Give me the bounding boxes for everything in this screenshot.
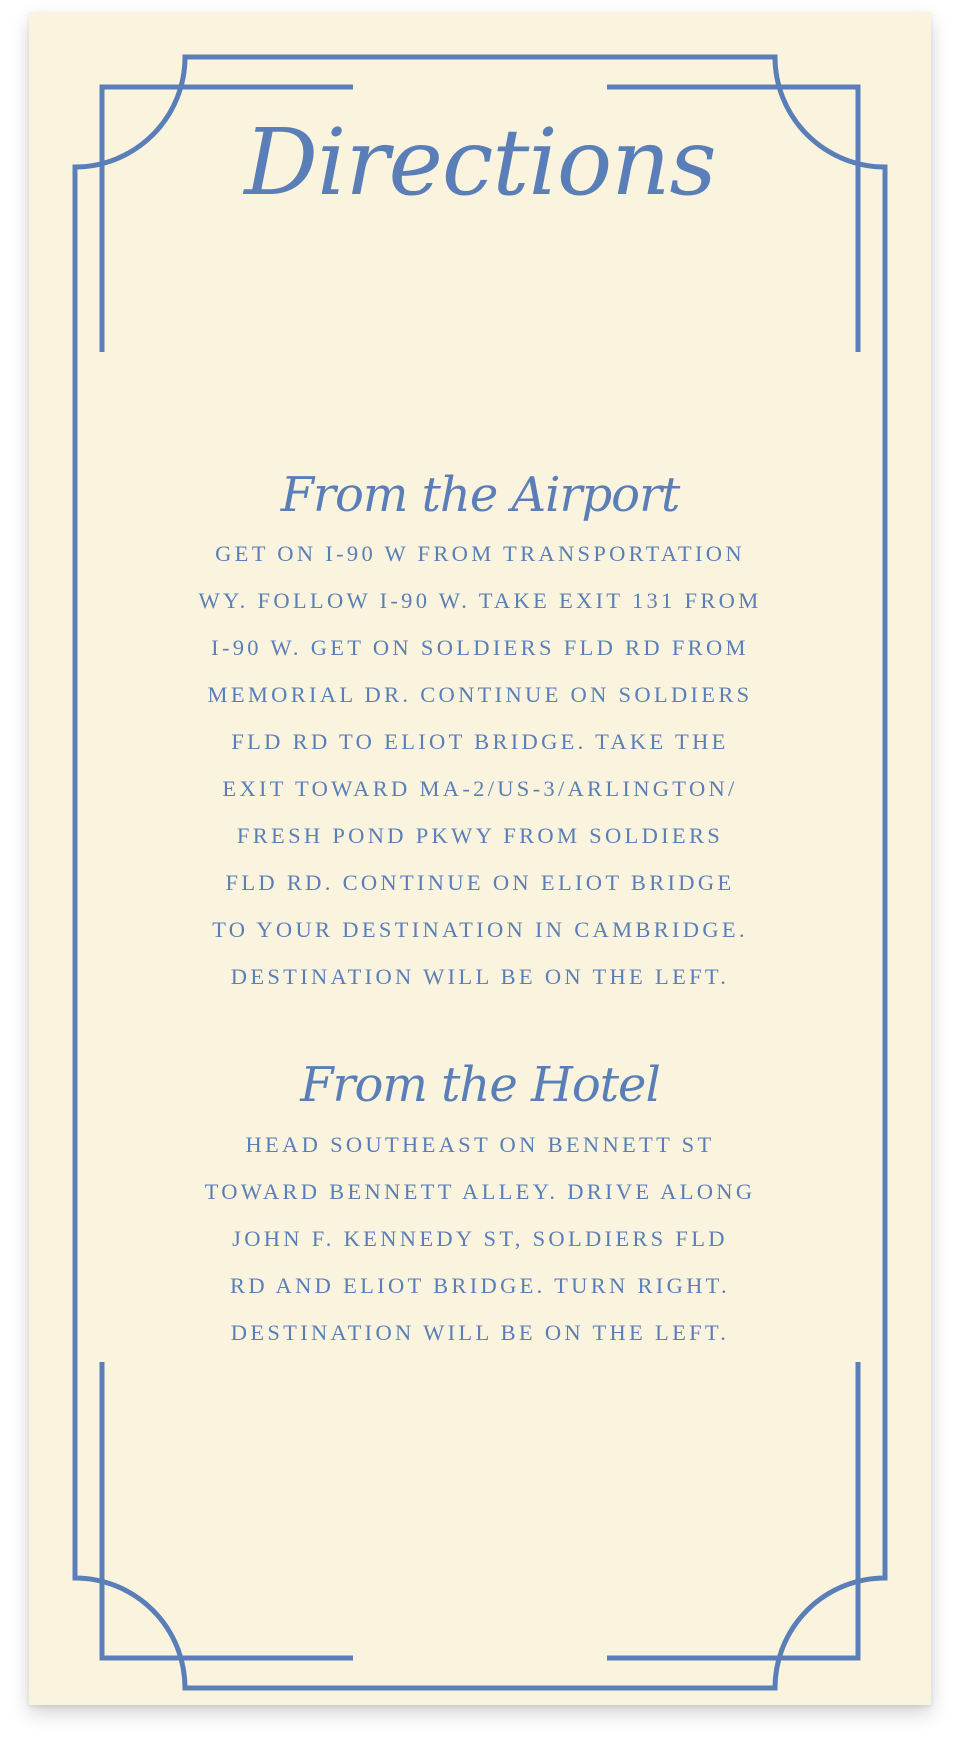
- section-heading-hotel: From the Hotel: [300, 1057, 660, 1113]
- text-line: FLD RD TO ELIOT BRIDGE. TAKE THE: [231, 729, 729, 754]
- text-line: DESTINATION WILL BE ON THE LEFT.: [230, 1320, 730, 1345]
- directions-airport-text: [120, 530, 840, 1000]
- section-heading-airport: From the Airport: [280, 467, 680, 523]
- text-line: FRESH POND PKWY FROM SOLDIERS: [236, 823, 724, 848]
- card-title: Directions: [244, 109, 716, 216]
- text-line: EXIT TOWARD MA-2/US-3/ARLINGTON/: [222, 776, 738, 801]
- text-line: GET ON I-90 W FROM TRANSPORTATION: [215, 541, 745, 566]
- text-line: HEAD SOUTHEAST ON BENNETT ST: [245, 1132, 715, 1157]
- text-line: TOWARD BENNETT ALLEY. DRIVE ALONG: [204, 1179, 756, 1204]
- text-line: DESTINATION WILL BE ON THE LEFT.: [230, 964, 730, 989]
- directions-hotel-text: [120, 1121, 840, 1356]
- text-line: MEMORIAL DR. CONTINUE ON SOLDIERS: [207, 682, 753, 707]
- text-line: TO YOUR DESTINATION IN CAMBRIDGE.: [212, 917, 748, 942]
- text-line: I-90 W. GET ON SOLDIERS FLD RD FROM: [211, 635, 749, 660]
- text-line: WY. FOLLOW I-90 W. TAKE EXIT 131 FROM: [198, 588, 762, 613]
- text-line: JOHN F. KENNEDY ST, SOLDIERS FLD: [232, 1226, 728, 1251]
- text-line: FLD RD. CONTINUE ON ELIOT BRIDGE: [225, 870, 735, 895]
- text-line: RD AND ELIOT BRIDGE. TURN RIGHT.: [230, 1273, 730, 1298]
